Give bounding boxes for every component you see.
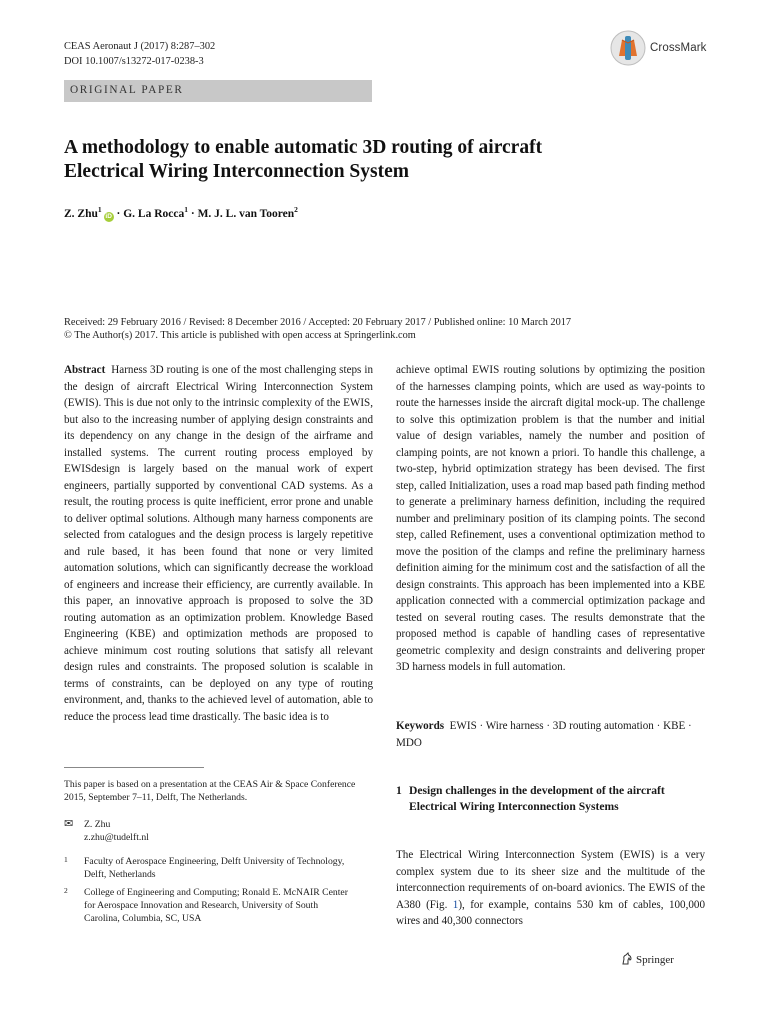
author-name[interactable]: Z. Zhu (64, 208, 98, 220)
abstract-label: Abstract (64, 364, 106, 376)
abstract-column-2: achieve optimal EWIS routing solutions by optimizing the position of the harnesses clamping points, which are used as way-points to route the harnesses inside the aircraft digital mock-up. The challenge to solve this optimization problem is that the number and initial value of design variables, namely the number and position of clamping points, are not known a priori. To handle this challenge, a two-step, hybrid optimization strategy has been devised. The first step, called Initialization, uses a road map based path finding method to generate a preliminary harness definition, including the required number and preliminary position of its clamping points. The second step, called Refinement, uses a conventional optimization method to move the position of the clamps and refine the preliminary harness definition aiming for the minimum cost and the satisfaction of all the design constraints. This approach has been implemented into a KBE application connected with a commercial optimization package and tested on several routing cases. The results demonstrate that the proposed method is capable of handling cases of representative geometric complexity and design constraints and delivering proper 3D harness models in full automation. (396, 364, 705, 673)
crossmark-label: CrossMark (650, 42, 707, 54)
abstract-column-1 (64, 362, 373, 725)
affiliation-marker: 1 (184, 205, 188, 214)
article-type-band (64, 80, 372, 102)
springer-horse-icon (620, 952, 634, 966)
publication-history: Received: 29 February 2016 / Revised: 8 December 2016 / Accepted: 20 February 2017 / Published online: 10 March 2017 (64, 317, 572, 328)
title-line-1: A methodology to enable automatic 3D routing of aircraft (64, 137, 543, 158)
author-name[interactable]: · M. J. L. van Tooren (187, 208, 295, 220)
section-title: Design challenges in the development of the aircraft Electrical Wiring Interconnection Systems (409, 784, 665, 813)
figure-link[interactable]: 1 (452, 898, 459, 911)
footnote-divider (64, 767, 204, 768)
section-body (396, 847, 705, 930)
publisher-name: Springer (636, 954, 674, 966)
section-number: 1 (396, 784, 402, 797)
affiliation-number: 1 (64, 855, 68, 864)
paper-title (64, 136, 704, 184)
keywords-text: EWIS · Wire harness · 3D routing automation · KBE · MDO (396, 720, 692, 749)
corresponding-name: Z. Zhu (84, 819, 111, 830)
author-name[interactable]: · G. La Rocca (113, 208, 185, 220)
envelope-icon: ✉ (64, 818, 74, 830)
corresponding-email[interactable]: z.zhu@tudelft.nl (84, 832, 149, 843)
keywords (396, 718, 705, 751)
affiliation-text: Faculty of Aerospace Engineering, Delft University of Technology, Delft, Netherlands (84, 856, 345, 880)
orcid-icon[interactable]: iD (105, 213, 112, 220)
affiliation-number: 2 (64, 886, 68, 895)
conference-note: This paper is based on a presentation at the CEAS Air & Space Conference 2015, September 7–11, Delft, The Netherlands. (64, 779, 356, 803)
crossmark-badge[interactable] (610, 30, 710, 70)
crossmark-icon (610, 30, 646, 66)
journal-citation: CEAS Aeronaut J (2017) 8:287–302 (64, 41, 216, 52)
keywords-label: Keywords (396, 720, 445, 732)
title-line-2: Electrical Wiring Interconnection System (64, 161, 410, 182)
section-text: ), for example, contains 530 km of cables, 100,000 wires and 40,300 connectors (396, 898, 706, 927)
author-list (64, 205, 298, 222)
affiliation-marker: 1 (97, 205, 102, 214)
affiliation-text: College of Engineering and Computing; Ronald E. McNAIR Center for Aerospace Innovation and Research, University of South Carolina, Columbia, SC, USA (84, 887, 348, 924)
article-type-label: ORIGINAL PAPER (70, 84, 184, 96)
affiliation-marker: 2 (294, 205, 298, 214)
publisher-logo (620, 952, 674, 966)
doi-line: DOI 10.1007/s13272-017-0238-3 (64, 56, 204, 67)
section-text: The Electrical Wiring Interconnection System (EWIS) is a very complex system due to its sheer size and the multitude of the interconnection requirements of on-board avionics. The EWIS of the A380 (Fig. (396, 849, 705, 911)
abstract-text: Harness 3D routing is one of the most challenging steps in the design of aircraft Electrical Wiring Interconnection System (EWIS). This is due not only to the intrinsic complexity of the EWIS, but also to the increasing number of applying design constraints and its dependency on any change in the design of the airframe and installed systems. The current routing process employed by EWISdesign is largely based on the manual work of expert engineers, partially supported by conventional CAD systems. As a result, the routing process is quite inefficient, error prone and unable to deliver optimal solutions. Although many harness components are selected from catalogues and the design process is largely repetitive and rule based, it has been found that none or very limited automation solutions, which can significantly decrease the workload of engineers and increase their efficiency, are currently available. In this paper, an innovative approach is proposed to solve the 3D routing automation as an optimization problem. Knowledge Based Engineering (KBE) and optimization methods are proposed to achieve minimum cost routing solutions that satisfy all relevant design rules and constraints. The proposed solution is scalable in terms of constraints, can be deployed on any type of routing environment, and, thanks to the achieved level of automation, able to reduce the process lead time drastically. The basic idea is to (64, 364, 373, 723)
license-line: © The Author(s) 2017. This article is published with open access at Springerlink.com (64, 330, 416, 341)
